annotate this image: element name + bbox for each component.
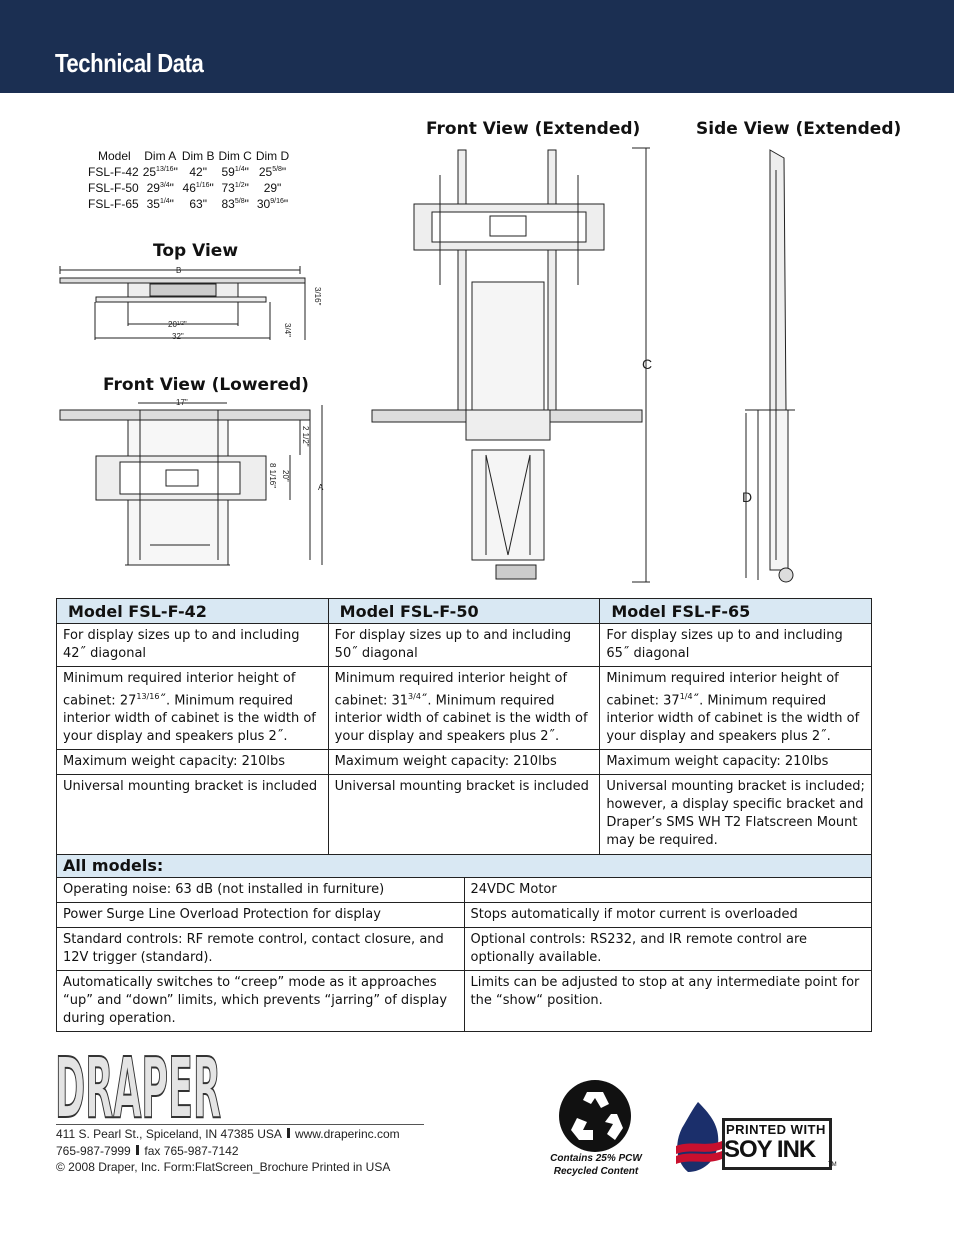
dim-unit: " [281, 165, 287, 179]
separator-icon [136, 1145, 139, 1155]
all-models-heading: All models: [57, 855, 872, 878]
dim-whole: 25 [142, 165, 157, 179]
front-view-extended-drawing [372, 148, 653, 582]
all-models-left: Automatically switches to “creep” mode as it approaches “up” and “down” limits, which prevents “jarring” of display during operation. [57, 971, 465, 1032]
height-text-cont: ˝. Minimum required interior width of cabinet is the width of your display and speakers plus 2˝. [63, 693, 316, 745]
recycled-line-1: Contains 25% PCW [550, 1153, 642, 1164]
draper-logo-text: DRAPER [55, 1047, 221, 1121]
model-42-size: For display sizes up to and including 42˝ diagonal [57, 624, 329, 667]
label-fl-d3: 20" [281, 470, 290, 482]
dim-d: 29" [263, 181, 282, 195]
size-row [57, 624, 872, 667]
dim-whole: 73 [221, 181, 235, 195]
label-17: 17" [176, 398, 188, 407]
label-fl-d1: 2 1/2" [301, 426, 310, 447]
side-view-extended-drawing [745, 150, 795, 582]
model-50-bracket: Universal mounting bracket is included [328, 775, 600, 855]
height-fraction: 3/4 [408, 692, 421, 701]
dim-whole: 30 [256, 197, 271, 211]
label-d: D [742, 489, 753, 505]
all-models-row [57, 903, 872, 928]
side-view-extended-title: Side View (Extended) [696, 119, 902, 139]
draper-logo [55, 1047, 225, 1121]
all-models-right: Optional controls: RS232, and IR remote control are optionally available. [464, 928, 872, 971]
soy-ink-line-1: PRINTED WITH [726, 1122, 826, 1137]
dim-fraction: 1/4 [159, 198, 170, 205]
model-65-size: For display sizes up to and including 65˝ diagonal [600, 624, 872, 667]
height-fraction: 13/16 [136, 692, 160, 701]
model-50-heading: Model FSL-F-50 [328, 599, 600, 624]
top-view-title: Top View [153, 241, 239, 261]
label-c: C [642, 356, 653, 372]
front-view-extended-title: Front View (Extended) [426, 119, 641, 139]
label-20-unit: " [183, 320, 187, 329]
label-top-d2: 3/4" [283, 323, 292, 337]
dim-unit: " [169, 181, 174, 195]
dim-b: 42" [189, 165, 207, 179]
model-50-weight: Maximum weight capacity: 210lbs [328, 750, 600, 775]
footer-line-1 [56, 1126, 400, 1143]
height-text-cont: ˝. Minimum required interior width of cabinet is the width of your display and speakers plus 2˝. [334, 693, 588, 745]
dim-unit: " [283, 197, 289, 211]
dim-fraction: 5/8 [272, 166, 282, 173]
dim-header-b: Dim B [181, 149, 215, 163]
top-view-drawing [60, 266, 305, 340]
front-view-lowered-drawing [60, 403, 322, 565]
model-42-weight: Maximum weight capacity: 210lbs [57, 750, 329, 775]
dim-whole: 59 [221, 165, 235, 179]
dim-whole: 29 [146, 181, 160, 195]
all-models-row [57, 928, 872, 971]
dim-unit: " [244, 181, 249, 195]
height-text-cont: ˝. Minimum required interior width of cabinet is the width of your display and speakers plus 2˝. [606, 693, 860, 745]
model-50-height [328, 667, 600, 750]
label-a: A [318, 483, 324, 492]
dim-model: FSL-F-42 [88, 165, 139, 179]
fax: fax 765-987-7142 [144, 1143, 239, 1158]
footer-line-2 [56, 1143, 400, 1160]
dim-unit: " [244, 197, 249, 211]
model-42-height [57, 667, 329, 750]
label-b: B [176, 266, 182, 275]
recycled-content-note [540, 1152, 652, 1178]
footer-address-block [56, 1126, 400, 1176]
all-models-row [57, 971, 872, 1032]
footer-divider [56, 1124, 424, 1125]
dim-fraction: 9/16 [270, 198, 284, 205]
dim-header-c: Dim C [218, 149, 252, 163]
dim-b: 63" [189, 197, 207, 211]
label-32: 32" [172, 332, 184, 341]
label-20-whole: 20 [168, 320, 177, 329]
separator-icon [287, 1128, 290, 1138]
dim-whole: 46 [182, 181, 196, 195]
model-65-weight: Maximum weight capacity: 210lbs [600, 750, 872, 775]
weight-row [57, 750, 872, 775]
address: 411 S. Pearl St., Spiceland, IN 47385 USA [56, 1127, 282, 1141]
dim-fraction: 3/4 [159, 182, 170, 189]
front-view-lowered-title: Front View (Lowered) [103, 375, 309, 395]
dim-fraction: 5/8 [234, 198, 245, 205]
dim-header-d: Dim D [255, 149, 290, 163]
dim-model: FSL-F-65 [88, 197, 139, 211]
all-models-left: Standard controls: RF remote control, contact closure, and 12V trigger (standard). [57, 928, 465, 971]
recycle-icon [557, 1078, 633, 1154]
all-models-right: Stops automatically if motor current is overloaded [464, 903, 872, 928]
dim-fraction: 13/16 [156, 166, 174, 173]
dim-header-a: Dim A [144, 149, 177, 163]
model-65-bracket: Universal mounting bracket is included; however, a display specific bracket and Draper’s SMS WH T2 Flatscreen Mount may be required. [600, 775, 872, 855]
model-50-size: For display sizes up to and including 50˝ diagonal [328, 624, 600, 667]
technical-drawings [0, 0, 954, 600]
model-42-bracket: Universal mounting bracket is included [57, 775, 329, 855]
model-42-heading: Model FSL-F-42 [57, 599, 329, 624]
dim-fraction: 1/4 [234, 166, 245, 173]
soy-ink-flag-icon [668, 1100, 728, 1176]
height-text: Minimum required interior height of cabinet: 31 [334, 671, 568, 709]
all-models-right: Limits can be adjusted to stop at any intermediate point for the “show“ position. [464, 971, 872, 1032]
website-link[interactable]: www.draperinc.com [294, 1127, 400, 1141]
copyright: © 2008 Draper, Inc. Form:FlatScreen_Brochure Printed in USA [56, 1160, 391, 1174]
label-20-fraction: 1/2 [176, 321, 184, 327]
model-header-row [57, 599, 872, 624]
model-65-heading: Model FSL-F-65 [600, 599, 872, 624]
phone: 765-987-7999 [56, 1143, 131, 1158]
height-fraction: 1/4 [679, 692, 693, 701]
dim-model: FSL-F-50 [88, 181, 139, 195]
model-spec-table [56, 598, 872, 1032]
dim-unit: " [169, 197, 174, 211]
height-text: Minimum required interior height of cabinet: 37 [606, 671, 839, 709]
all-models-row [57, 878, 872, 903]
dim-whole: 83 [221, 197, 235, 211]
dim-header-model: Model [98, 149, 131, 163]
soy-ink-trademark: TM [828, 1162, 837, 1168]
all-models-left: Power Surge Line Overload Protection for display [57, 903, 465, 928]
dim-unit: " [173, 165, 178, 179]
dim-unit: " [244, 165, 249, 179]
all-models-heading-row [57, 855, 872, 878]
height-text: Minimum required interior height of cabinet: 27 [63, 671, 296, 709]
recycled-line-2: Recycled Content [553, 1166, 639, 1177]
page-title: Technical Data [55, 48, 204, 78]
dim-whole: 35 [146, 197, 160, 211]
height-row [57, 667, 872, 750]
model-65-height [600, 667, 872, 750]
bracket-row [57, 775, 872, 855]
label-fl-d2: 8 1/16" [268, 463, 277, 489]
soy-ink-line-2: SOY INK [724, 1136, 816, 1163]
soy-ink-badge [658, 1096, 838, 1180]
dim-fraction: 1/2 [234, 182, 245, 189]
label-top-d1: 3/16" [313, 287, 322, 306]
all-models-left: Operating noise: 63 dB (not installed in furniture) [57, 878, 465, 903]
dim-whole: 25 [258, 165, 273, 179]
dim-unit: " [209, 181, 214, 195]
label-20 [168, 320, 187, 329]
all-models-right: 24VDC Motor [464, 878, 872, 903]
dim-fraction: 1/16 [195, 182, 210, 189]
